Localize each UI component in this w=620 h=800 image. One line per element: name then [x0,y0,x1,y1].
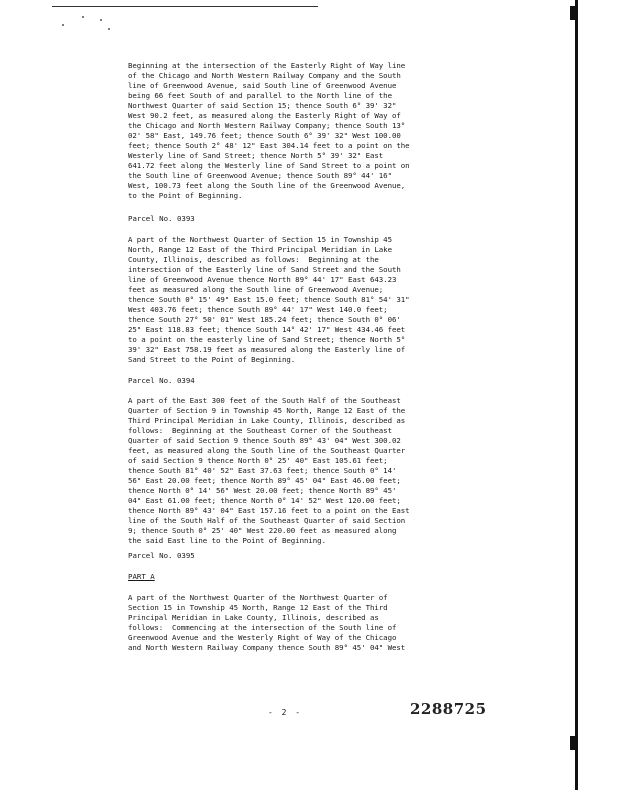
parcel-0393-heading: Parcel No. 0393 [128,214,195,223]
part-a-label: PART A [128,572,155,581]
parcel-0394-heading: Parcel No. 0394 [128,376,195,385]
page-number: - 2 - [268,708,303,717]
parcel-0395-part-a-description: A part of the Northwest Quarter of the Northwest Quarter of Section 15 in Township 45 North, Range 12 East of the Third Principal Meridian in Lake County, Illinois, described as follows: Commencing at the intersection of the South line of Greenwood Avenue and the Westerly Right of Way of the Chicago and North Western Railway Company thence South 89° 45' 04" West [128,593,406,652]
paragraph-beginning: Beginning at the intersection of the Easterly Right of Way line of the Chicago and North Western Railway Company and the South line of Greenwood Avenue, said South line of Greenwood Avenue being 66 feet South of and parallel to the North line of the Northwest Quarter of said Section 15; thence South 6° 39' 32" West 90.2 feet, as measured along the Easterly Right of Way of the Chicago and North Western Railway Company; thence South 13° 02' 58" East, 149.76 feet; thence South 6° 39' 32" West 100.00 feet; thence South 2° 48' 12" East 304.14 feet to a point on the Westerly line of Sand Street; thence North 5° 39' 32" East 641.72 feet along the Westerly line of Sand Street to a point on the South line of Greenwood Avenue; thence South 89° 44' 16" West, 100.73 feet along the South line of the Greenwood Avenue, to the Point of Beginning. [128,61,410,200]
scan-edge-mark [570,6,578,20]
document-number-stamp: 2288725 [410,700,487,718]
scan-right-edge [575,0,578,790]
parcel-0395-heading: Parcel No. 0395 [128,551,195,560]
scan-speck [82,16,84,18]
scan-speck [108,28,110,30]
parcel-0394-description: A part of the East 300 feet of the South Half of the Southeast Quarter of Section 9 in Township 45 North, Range 12 East of the Third Principal Meridian in Lake County, Illinois, described as follows: Beginning at the Southeast Corner of the Southeast Quarter of said Section 9 thence South 89° 43' 04" West 300.02 feet, as measured along the South line of the Southeast Quarter of said Section 9 thence North 0° 25' 40" East 105.61 feet; thence South 81° 40' 52" East 37.63 feet; thence South 0° 14' 56" East 20.00 feet; thence North 89° 45' 04" East 46.00 feet; thence North 0° 14' 56" West 20.00 feet; thence North 89° 45' 04" East 61.00 feet; thence North 0° 14' 52" West 120.00 feet; thence North 89° 43' 04" East 157.16 feet to a point on the East line of the South Half of the Southeast Quarter of said Section 9; thence South 0° 25' 40" West 220.00 feet as measured along the said East line to the Point of Beginning. [128,396,410,545]
parcel-0393-description: A part of the Northwest Quarter of Section 15 in Township 45 North, Range 12 East of the Third Principal Meridian in Lake County, Illinois, described as follows: Beginning at the intersection of the Easterly line of Sand Street and the South line of Greenwood Avenue thence North 89° 44' 17" East 643.23 feet as measured along the South line of Greenwood Avenue; thence South 0° 15' 49" East 15.0 feet; thence South 81° 54' 31" West 403.76 feet; thence South 89° 44' 17" West 140.0 feet; thence South 27° 50' 01" West 185.24 feet; thence South 0° 06' 25" East 118.83 feet; thence South 14° 42' 17" West 434.46 feet to a point on the easterly line of Sand Street; thence North 5° 39' 32" East 758.19 feet as measured along the Easterly line of Sand Street to the Point of Beginning. [128,235,410,364]
scan-speck [100,19,102,21]
scan-speck [62,24,64,26]
top-scan-rule [52,6,318,7]
scan-edge-mark [570,736,578,750]
